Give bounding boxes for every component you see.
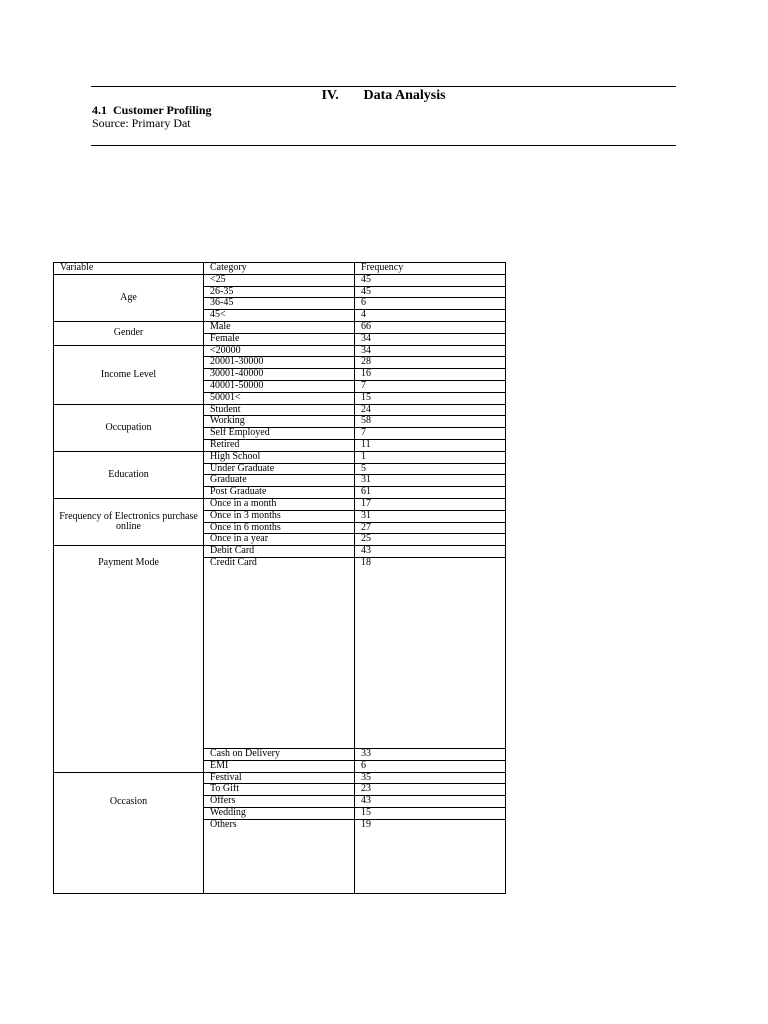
frequency-cell: 34 bbox=[355, 333, 506, 345]
header-category: Category bbox=[204, 263, 355, 275]
frequency-cell: 5 bbox=[355, 463, 506, 475]
category-cell: 20001-30000 bbox=[204, 357, 355, 369]
frequency-cell: 4 bbox=[355, 310, 506, 322]
frequency-cell: 31 bbox=[355, 510, 506, 522]
category-cell: 26-35 bbox=[204, 286, 355, 298]
category-cell: Under Graduate bbox=[204, 463, 355, 475]
frequency-cell: 7 bbox=[355, 380, 506, 392]
variable-purchase-frequency: Frequency of Electronics purchase online bbox=[54, 498, 204, 545]
frequency-cell: 15 bbox=[355, 392, 506, 404]
variable-education: Education bbox=[54, 451, 204, 498]
section-heading bbox=[91, 88, 676, 104]
category-cell: 45< bbox=[204, 310, 355, 322]
subsection-title: Customer Profiling bbox=[113, 103, 212, 117]
frequency-cell: 34 bbox=[355, 345, 506, 357]
frequency-cell: 19 bbox=[355, 819, 506, 893]
frequency-cell: 45 bbox=[355, 286, 506, 298]
frequency-cell: 58 bbox=[355, 416, 506, 428]
header-variable: Variable bbox=[54, 263, 204, 275]
frequency-cell: 11 bbox=[355, 439, 506, 451]
table-row bbox=[54, 274, 506, 286]
frequency-cell: 6 bbox=[355, 760, 506, 772]
table-row bbox=[54, 345, 506, 357]
category-cell: Credit Card bbox=[204, 557, 355, 748]
table-header-row bbox=[54, 263, 506, 275]
customer-profile-table bbox=[53, 262, 506, 894]
category-cell: 40001-50000 bbox=[204, 380, 355, 392]
category-cell: Once in a month bbox=[204, 498, 355, 510]
category-cell: Male bbox=[204, 321, 355, 333]
source-note: Source: Primary Dat bbox=[92, 116, 191, 130]
table-row bbox=[54, 451, 506, 463]
frequency-cell: 7 bbox=[355, 428, 506, 440]
category-cell: Offers bbox=[204, 796, 355, 808]
category-cell: Once in 3 months bbox=[204, 510, 355, 522]
category-cell: <25 bbox=[204, 274, 355, 286]
frequency-cell: 33 bbox=[355, 748, 506, 760]
frequency-cell: 23 bbox=[355, 784, 506, 796]
category-cell: To Gift bbox=[204, 784, 355, 796]
category-cell: EMI bbox=[204, 760, 355, 772]
category-cell: 36-45 bbox=[204, 298, 355, 310]
category-cell: Once in 6 months bbox=[204, 522, 355, 534]
frequency-cell: 28 bbox=[355, 357, 506, 369]
category-cell: High School bbox=[204, 451, 355, 463]
section-number: IV. bbox=[321, 88, 339, 103]
frequency-cell: 45 bbox=[355, 274, 506, 286]
category-cell: Working bbox=[204, 416, 355, 428]
frequency-cell: 25 bbox=[355, 534, 506, 546]
table-row bbox=[54, 772, 506, 784]
variable-income-level: Income Level bbox=[54, 345, 204, 404]
category-cell: Graduate bbox=[204, 475, 355, 487]
variable-occupation: Occupation bbox=[54, 404, 204, 451]
frequency-cell: 31 bbox=[355, 475, 506, 487]
header-top-rule bbox=[91, 86, 676, 87]
variable-age: Age bbox=[54, 274, 204, 321]
frequency-cell: 43 bbox=[355, 546, 506, 558]
variable-payment-mode: Payment Mode bbox=[54, 546, 204, 772]
frequency-cell: 43 bbox=[355, 796, 506, 808]
frequency-cell: 27 bbox=[355, 522, 506, 534]
category-cell: Female bbox=[204, 333, 355, 345]
header-bottom-rule bbox=[91, 145, 676, 146]
frequency-cell: 16 bbox=[355, 369, 506, 381]
frequency-cell: 17 bbox=[355, 498, 506, 510]
frequency-cell: 1 bbox=[355, 451, 506, 463]
category-cell: 30001-40000 bbox=[204, 369, 355, 381]
table-row bbox=[54, 321, 506, 333]
category-cell: Wedding bbox=[204, 807, 355, 819]
category-cell: Post Graduate bbox=[204, 487, 355, 499]
variable-gender: Gender bbox=[54, 321, 204, 345]
table-row bbox=[54, 498, 506, 510]
category-cell: Others bbox=[204, 819, 355, 893]
category-cell: Student bbox=[204, 404, 355, 416]
category-cell: 50001< bbox=[204, 392, 355, 404]
category-cell: Retired bbox=[204, 439, 355, 451]
frequency-cell: 15 bbox=[355, 807, 506, 819]
category-cell: Festival bbox=[204, 772, 355, 784]
subsection-number: 4.1 bbox=[92, 103, 107, 117]
frequency-cell: 66 bbox=[355, 321, 506, 333]
header-frequency: Frequency bbox=[355, 263, 506, 275]
frequency-cell: 18 bbox=[355, 557, 506, 748]
category-cell: Cash on Delivery bbox=[204, 748, 355, 760]
category-cell: Once in a year bbox=[204, 534, 355, 546]
frequency-cell: 35 bbox=[355, 772, 506, 784]
frequency-cell: 61 bbox=[355, 487, 506, 499]
frequency-cell: 24 bbox=[355, 404, 506, 416]
table-row bbox=[54, 404, 506, 416]
section-title: Data Analysis bbox=[363, 88, 446, 103]
category-cell: Debit Card bbox=[204, 546, 355, 558]
category-cell: Self Employed bbox=[204, 428, 355, 440]
category-cell: <20000 bbox=[204, 345, 355, 357]
table-row bbox=[54, 546, 506, 558]
variable-occasion: Occasion bbox=[54, 772, 204, 893]
frequency-cell: 6 bbox=[355, 298, 506, 310]
